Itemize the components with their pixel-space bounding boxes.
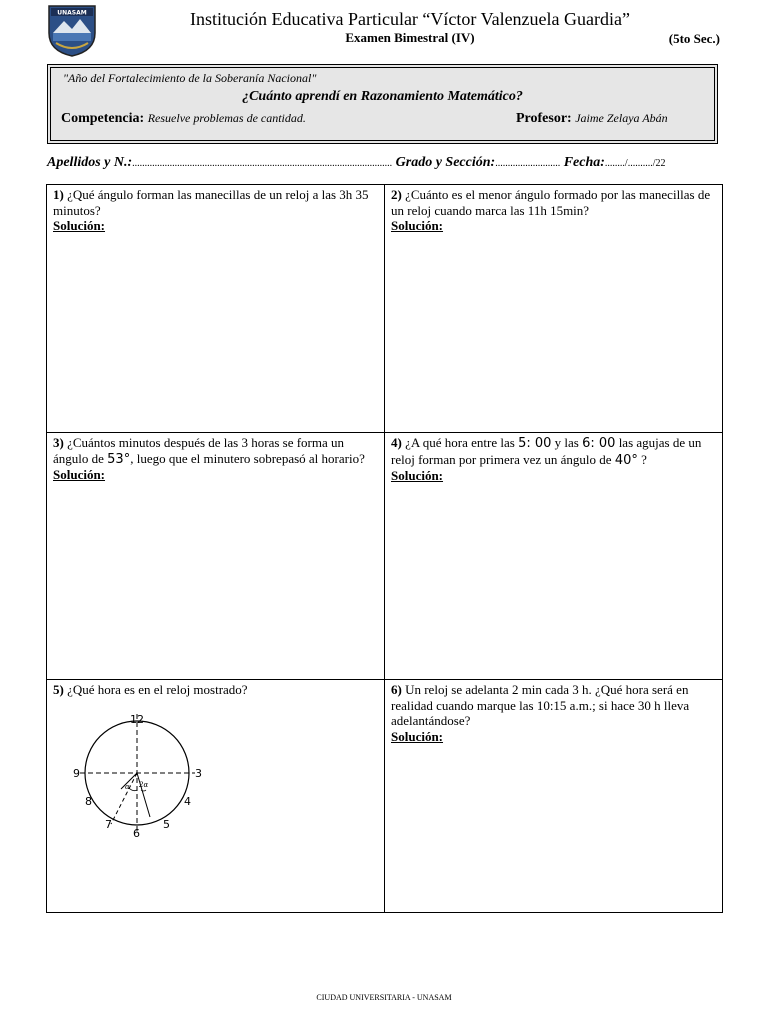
- solution-label: Solución:: [391, 218, 444, 233]
- question-text-b: y las: [551, 435, 583, 450]
- time-value-1: 5: 00: [518, 436, 552, 451]
- solution-label: Solución:: [391, 728, 444, 744]
- question-text-c: las agujas de un reloj forman por primera vez un ángulo de: [391, 435, 702, 467]
- competencia-label: Competencia:: [61, 111, 145, 126]
- clock-label-9: 9: [73, 767, 80, 780]
- clock-label-3: 3: [195, 767, 202, 780]
- logo-text: UNASAM: [57, 9, 87, 17]
- angle-value: 40°: [614, 452, 638, 468]
- question-grid: [46, 184, 723, 913]
- question-number: 2): [391, 187, 402, 202]
- question-number: 4): [391, 435, 402, 450]
- grade-section-label: Grado y Sección:: [395, 155, 496, 170]
- year-motto: "Año del Fortalecimiento de la Soberanía Nacional": [63, 71, 317, 85]
- competencia-value: Resuelve problemas de cantidad.: [147, 111, 306, 125]
- question-3: [47, 433, 384, 679]
- question-number: 5): [53, 682, 64, 697]
- minute-hand: [137, 773, 150, 817]
- angle-arc-b: [141, 790, 146, 791]
- question-6: [385, 680, 722, 912]
- grade-level: (5to Sec.): [668, 31, 720, 46]
- clock-label-6: 6: [133, 827, 140, 840]
- question-1: [47, 185, 384, 432]
- profesor-label: Profesor:: [516, 111, 572, 126]
- angle-label-alpha: α: [125, 783, 130, 791]
- clock-label-4: 4: [184, 795, 191, 808]
- name-field[interactable]: ........................................................................................................: [132, 158, 393, 169]
- exam-title: Examen Bimestral (IV): [345, 30, 475, 45]
- time-value-2: 6: 00: [582, 436, 616, 451]
- clock-label-5: 5: [163, 818, 170, 831]
- student-info-line: [47, 155, 727, 171]
- question-text-d: ?: [637, 451, 647, 467]
- question-text-a: ¿Cuántos minutos después de las 3 horas se forma un ángulo de: [53, 435, 345, 466]
- solution-label: Solución:: [53, 467, 106, 482]
- date-field[interactable]: ......../........../22: [604, 158, 666, 169]
- angle-value: 53°: [107, 451, 131, 467]
- banner-inner: [50, 67, 715, 141]
- question-text: ¿Qué ángulo forman las manecillas de un reloj a las 3h 35 minutos?: [53, 187, 369, 218]
- clock-diagram: [67, 706, 217, 841]
- clock-label-12: 12: [130, 713, 144, 726]
- question-text: ¿Cuánto es el menor ángulo formado por las manecillas de un reloj cuando marca las 11h 15min?: [391, 187, 711, 218]
- question-number: 1): [53, 187, 64, 202]
- clock-label-7: 7: [105, 818, 112, 831]
- question-4: [385, 433, 722, 679]
- unasam-logo: [46, 3, 98, 57]
- question-text-a: ¿A qué hora entre las: [405, 435, 519, 450]
- banner-title: ¿Cuánto aprendí en Razonamiento Matemático?: [242, 89, 523, 104]
- footer: CIUDAD UNIVERSITARIA - UNASAM: [316, 993, 452, 1002]
- question-number: 3): [53, 435, 64, 450]
- profesor-value: Jaime Zelaya Abán: [575, 111, 668, 125]
- question-2: [385, 185, 722, 432]
- angle-arc-a: [129, 788, 137, 791]
- profesor: [516, 111, 668, 127]
- question-5: [47, 680, 384, 912]
- dashed-line-seven: [111, 773, 137, 824]
- clock-label-8: 8: [85, 795, 92, 808]
- institution-name: Institución Educativa Particular “Víctor Valenzuela Guardia”: [190, 9, 630, 29]
- solution-label: Solución:: [53, 218, 106, 233]
- solution-label: Solución:: [391, 468, 444, 483]
- date-label: Fecha:: [563, 155, 605, 170]
- exam-banner: [47, 64, 718, 144]
- competencia: [61, 111, 306, 127]
- name-label: Apellidos y N.:: [47, 155, 133, 170]
- question-text: Un reloj se adelanta 2 min cada 3 h. ¿Qué hora será en realidad cuando marque las 10:15 a.m.; si hace 30 h lleva adelantándose?: [391, 682, 690, 728]
- angle-label-2alpha: 2α: [139, 781, 149, 789]
- question-text: ¿Qué hora es en el reloj mostrado?: [67, 682, 248, 697]
- grade-section-field[interactable]: ..........................: [495, 158, 561, 169]
- question-text-b: , luego que el minutero sobrepasó al horario?: [130, 450, 365, 466]
- question-number: 6): [391, 682, 402, 697]
